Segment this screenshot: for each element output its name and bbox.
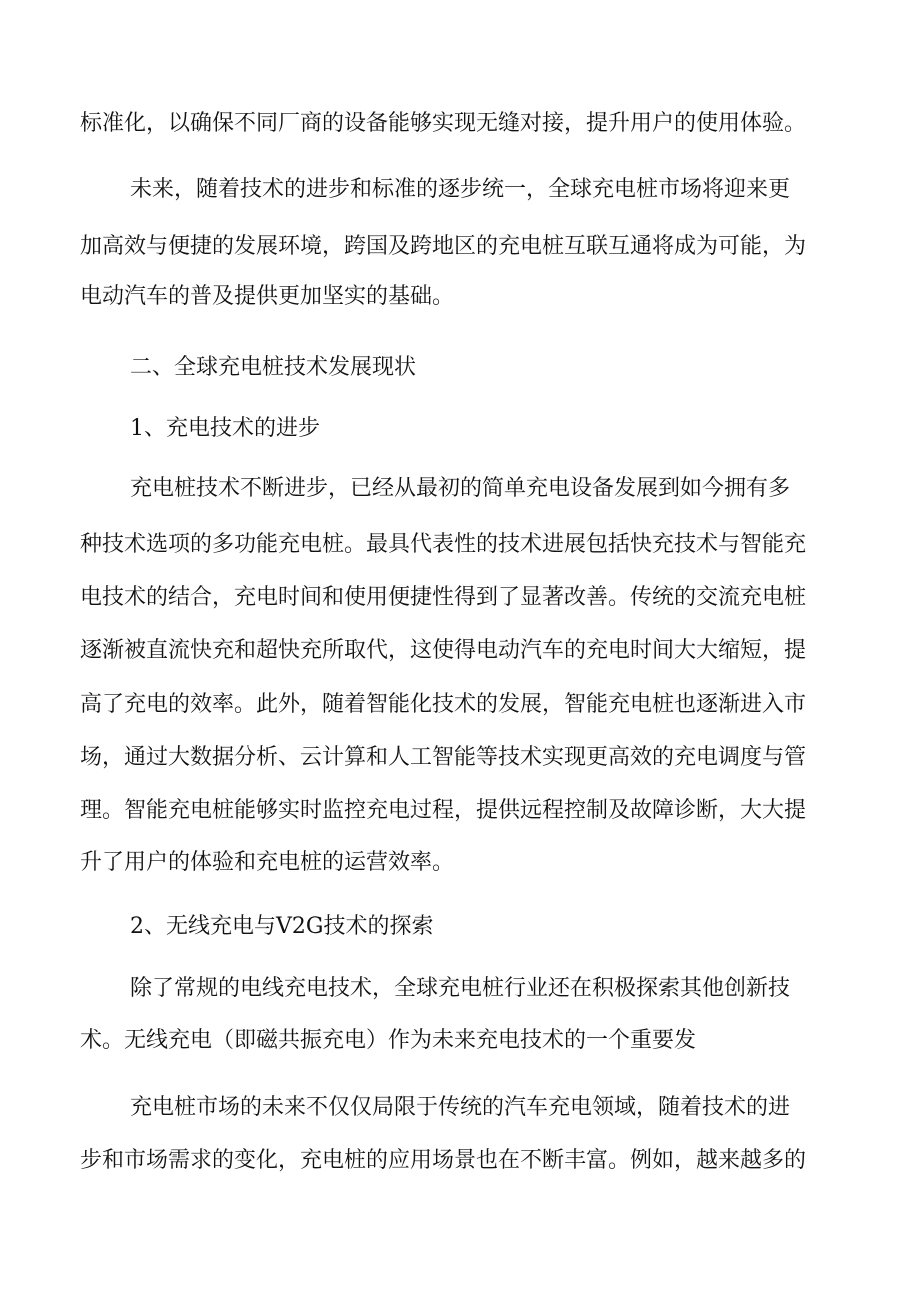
- paragraph-line: 理。智能充电桩能够实时监控充电过程，提供远程控制及故障诊断，大大提: [80, 798, 807, 823]
- paragraph-line: 加高效与便捷的发展环境，跨国及跨地区的充电桩互联互通将成为可能，为: [80, 234, 807, 259]
- paragraph-line: 高了充电的效率。此外，随着智能化技术的发展，智能充电桩也逐渐进入市: [80, 692, 807, 717]
- paragraph-line: 步和市场需求的变化，充电桩的应用场景也在不断丰富。例如，越来越多的: [80, 1148, 807, 1173]
- section-heading: 二、全球充电桩技术发展现状: [130, 355, 417, 380]
- paragraph-line: 场，通过大数据分析、云计算和人工智能等技术实现更高效的充电调度与管: [80, 745, 807, 770]
- paragraph-line: 电技术的结合，充电时间和使用便捷性得到了显著改善。传统的交流充电桩: [80, 585, 807, 610]
- paragraph-line: 充电桩市场的未来不仅仅局限于传统的汽车充电领域，随着技术的进: [130, 1095, 791, 1120]
- paragraph-line: 逐渐被直流快充和超快充所取代，这使得电动汽车的充电时间大大缩短，提: [80, 638, 807, 663]
- paragraph-line: 升了用户的体验和充电桩的运营效率。: [80, 850, 455, 875]
- paragraph-line: 电动汽车的普及提供更加坚实的基础。: [80, 284, 455, 309]
- paragraph-line: 除了常规的电线充电技术，全球充电桩行业还在积极探索其他创新技: [130, 976, 791, 1001]
- paragraph-line: 术。无线充电（即磁共振充电）作为未来充电技术的一个重要发: [80, 1028, 697, 1053]
- subsection-heading: 2、无线充电与V2G技术的探索: [130, 914, 434, 939]
- paragraph-line: 充电桩技术不断进步，已经从最初的简单充电设备发展到如今拥有多: [130, 476, 791, 501]
- paragraph-line: 种技术选项的多功能充电桩。最具代表性的技术进展包括快充技术与智能充: [80, 532, 807, 557]
- subsection-heading: 1、充电技术的进步: [130, 416, 320, 441]
- paragraph-line: 标准化，以确保不同厂商的设备能够实现无缝对接，提升用户的使用体验。: [80, 111, 807, 136]
- paragraph-line: 未来，随着技术的进步和标准的逐步统一，全球充电桩市场将迎来更: [130, 177, 791, 202]
